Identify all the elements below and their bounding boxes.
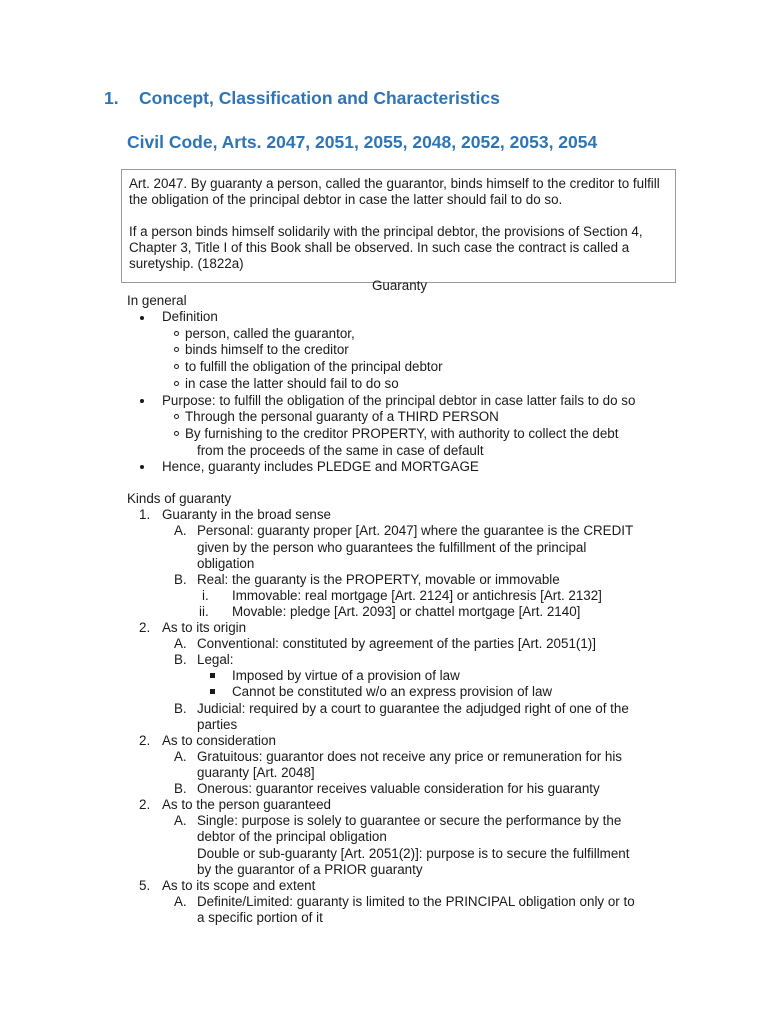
purpose-item-continued: from the proceeds of the same in case of default [197,443,484,458]
square-bullet-icon [210,689,215,694]
circle-bullet-icon [174,381,179,386]
bullet-icon [140,465,144,469]
kinds-item: As to consideration [162,733,276,748]
purpose-item: Through the personal guaranty of a THIRD PERSON [185,409,499,424]
definition-label: Definition [162,309,218,324]
circle-bullet-icon [174,364,179,369]
list-letter: A. [174,749,187,764]
kinds-subitem-continued: parties [197,717,238,732]
list-roman: i. [202,588,209,603]
list-letter: B. [174,701,187,716]
kinds-subitem: Real: the guaranty is the PROPERTY, movable or immovable [197,572,560,587]
section-heading [104,88,500,109]
kinds-subitem: Personal: guaranty proper [Art. 2047] where the guarantee is the CREDIT [197,523,634,538]
section-number: 1. [104,88,119,108]
purpose-label: Purpose: to fulfill the obligation of the principal debtor in case latter fails to do so [162,393,636,408]
kinds-subitem: Single: purpose is solely to guarantee or secure the performance by the [197,813,622,828]
list-number: 5. [139,878,151,893]
list-roman: ii. [199,604,209,619]
list-letter: B. [174,652,187,667]
definition-item: binds himself to the creditor [185,342,349,357]
bullet-icon [140,316,144,320]
in-general-label: In general [127,293,187,308]
kinds-subsubitem: Cannot be constituted w/o an express provision of law [232,684,553,699]
kinds-subitem: Gratuitous: guarantor does not receive any price or remuneration for his [197,749,623,764]
article-paragraph-2: If a person binds himself solidarily with the principal debtor, the provisions of Section 4, Chapter 3, Title I of this Book shall be observed. In such case the contract is called a suretyship. (1822a) [129,224,643,271]
list-letter: A. [174,636,187,651]
list-number: 2. [139,620,151,635]
article-paragraph-1: Art. 2047. By guaranty a person, called the guarantor, binds himself to the creditor to fulfill the obligation of the principal debtor in case the latter should fail to do so. [129,176,660,207]
kinds-subitem-continued: a specific portion of it [197,910,323,925]
kinds-subitem-continued: Double or sub-guaranty [Art. 2051(2)]: purpose is to secure the fulfillment [197,846,630,861]
circle-bullet-icon [174,347,179,352]
kinds-item: As to its origin [162,620,247,635]
kinds-subsubitem: Imposed by virtue of a provision of law [232,668,460,683]
definition-item: to fulfill the obligation of the principal debtor [185,359,443,374]
article-box [121,169,676,283]
list-letter: A. [174,894,187,909]
guaranty-title: Guaranty [372,278,428,293]
list-number: 1. [139,507,151,522]
subheading: Civil Code, Arts. 2047, 2051, 2055, 2048, 2052, 2053, 2054 [127,132,598,152]
list-number: 2. [139,797,151,812]
kinds-subitem-continued: debtor of the principal obligation [197,829,387,844]
hence-text: Hence, guaranty includes PLEDGE and MORTGAGE [162,459,479,474]
kinds-item: As to the person guaranteed [162,797,331,812]
kinds-item: Guaranty in the broad sense [162,507,331,522]
list-letter: B. [174,781,187,796]
purpose-item: By furnishing to the creditor PROPERTY, with authority to collect the debt [185,426,619,441]
definition-item: in case the latter should fail to do so [185,376,399,391]
kinds-subsubitem: Movable: pledge [Art. 2093] or chattel mortgage [Art. 2140] [232,604,581,619]
list-number: 2. [139,733,151,748]
kinds-label: Kinds of guaranty [127,491,232,506]
kinds-subitem-continued: by the guarantor of a PRIOR guaranty [197,862,423,877]
circle-bullet-icon [174,414,179,419]
kinds-subitem-continued: obligation [197,556,255,571]
section-title: Concept, Classification and Characteristics [139,88,500,108]
bullet-icon [140,399,144,403]
kinds-subitem: Judicial: required by a court to guarantee the adjudged right of one of the [197,701,629,716]
circle-bullet-icon [174,331,179,336]
kinds-item: As to its scope and extent [162,878,316,893]
kinds-subitem: Conventional: constituted by agreement of the parties [Art. 2051(1)] [197,636,596,651]
kinds-subitem-continued: guaranty [Art. 2048] [197,765,315,780]
kinds-subitem: Definite/Limited: guaranty is limited to the PRINCIPAL obligation only or to [197,894,635,909]
kinds-subitem-continued: given by the person who guarantees the fulfillment of the principal [197,540,587,555]
list-letter: A. [174,813,187,828]
list-letter: A. [174,523,187,538]
kinds-subsubitem: Immovable: real mortgage [Art. 2124] or antichresis [Art. 2132] [232,588,602,603]
list-letter: B. [174,572,187,587]
kinds-subitem: Legal: [197,652,234,667]
square-bullet-icon [210,673,215,678]
kinds-subitem: Onerous: guarantor receives valuable consideration for his guaranty [197,781,600,796]
circle-bullet-icon [174,431,179,436]
definition-item: person, called the guarantor, [185,326,355,341]
